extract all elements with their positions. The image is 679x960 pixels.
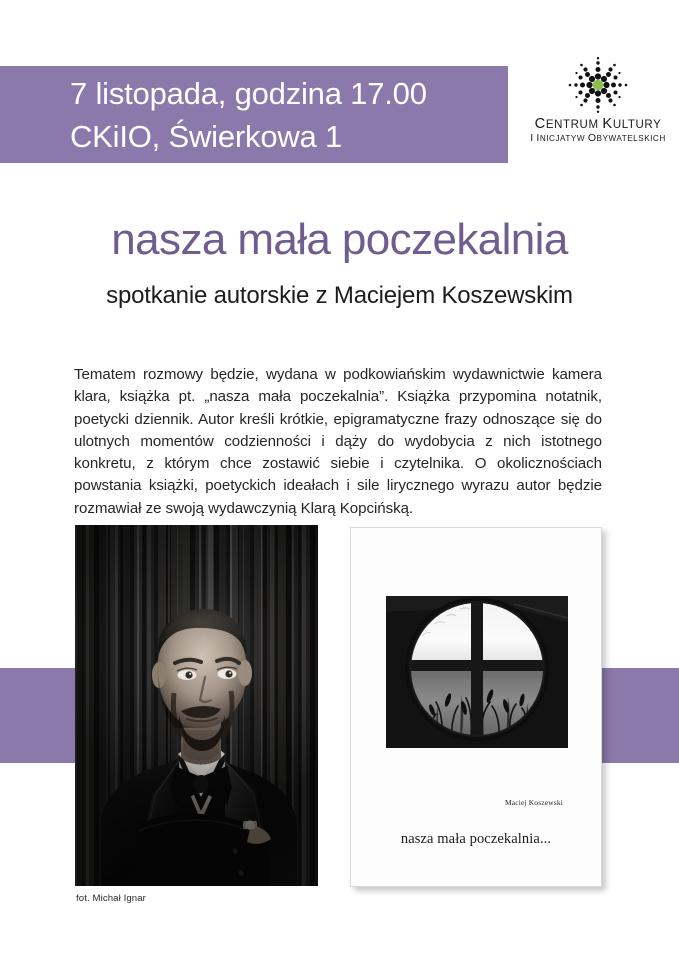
book-cover [350, 527, 602, 887]
starburst-dots-icon [562, 56, 634, 114]
photo-credit: fot. Michał Ignar [76, 893, 146, 904]
round-window-illustration [386, 596, 568, 748]
description-paragraph: Tematem rozmowy będzie, wydana w podkowiańskim wydawnictwie kamera klara, książka pt. „nasza mała poczekalnia”. Książka przypomina notatnik, poetycki dziennik. Autor kreśli krótkie, epigramatyczne frazy odnoszące się do ulotnych momentów codzienności i dąży do wydobycia z nich istotnego konkretu, z którym chce zostawić siebie i czytelnika. O okolicznościach powstania książki, poetyckich ideałach i sile lirycznego wyrazu autor będzie rozmawiał ze swoją wydawczynią Klarą Kopcińską. [74, 366, 602, 517]
page-title: nasza mała poczekalnia [111, 215, 568, 264]
event-date-time: 7 listopada, godzina 17.00 [70, 76, 427, 111]
book-author-name: Maciej Koszewski [504, 798, 563, 807]
event-details [70, 72, 500, 158]
book-cover-photo [386, 596, 568, 748]
logo-subtitle: I INICJATYW OBYWATELSKICH [530, 133, 666, 144]
logo-name: CENTRUM KULTURY [534, 116, 662, 132]
centrum-kultury-logo [528, 56, 668, 144]
book-title-text: nasza mała poczekalnia... [400, 831, 552, 847]
author-portrait-photo [75, 525, 318, 886]
page-subtitle: spotkanie autorskie z Maciejem Koszewskim [106, 282, 573, 309]
right-purple-band [602, 668, 679, 763]
event-venue: CKiIO, Świerkowa 1 [70, 119, 343, 154]
portrait-vignette [75, 525, 318, 886]
left-purple-band [0, 668, 75, 763]
